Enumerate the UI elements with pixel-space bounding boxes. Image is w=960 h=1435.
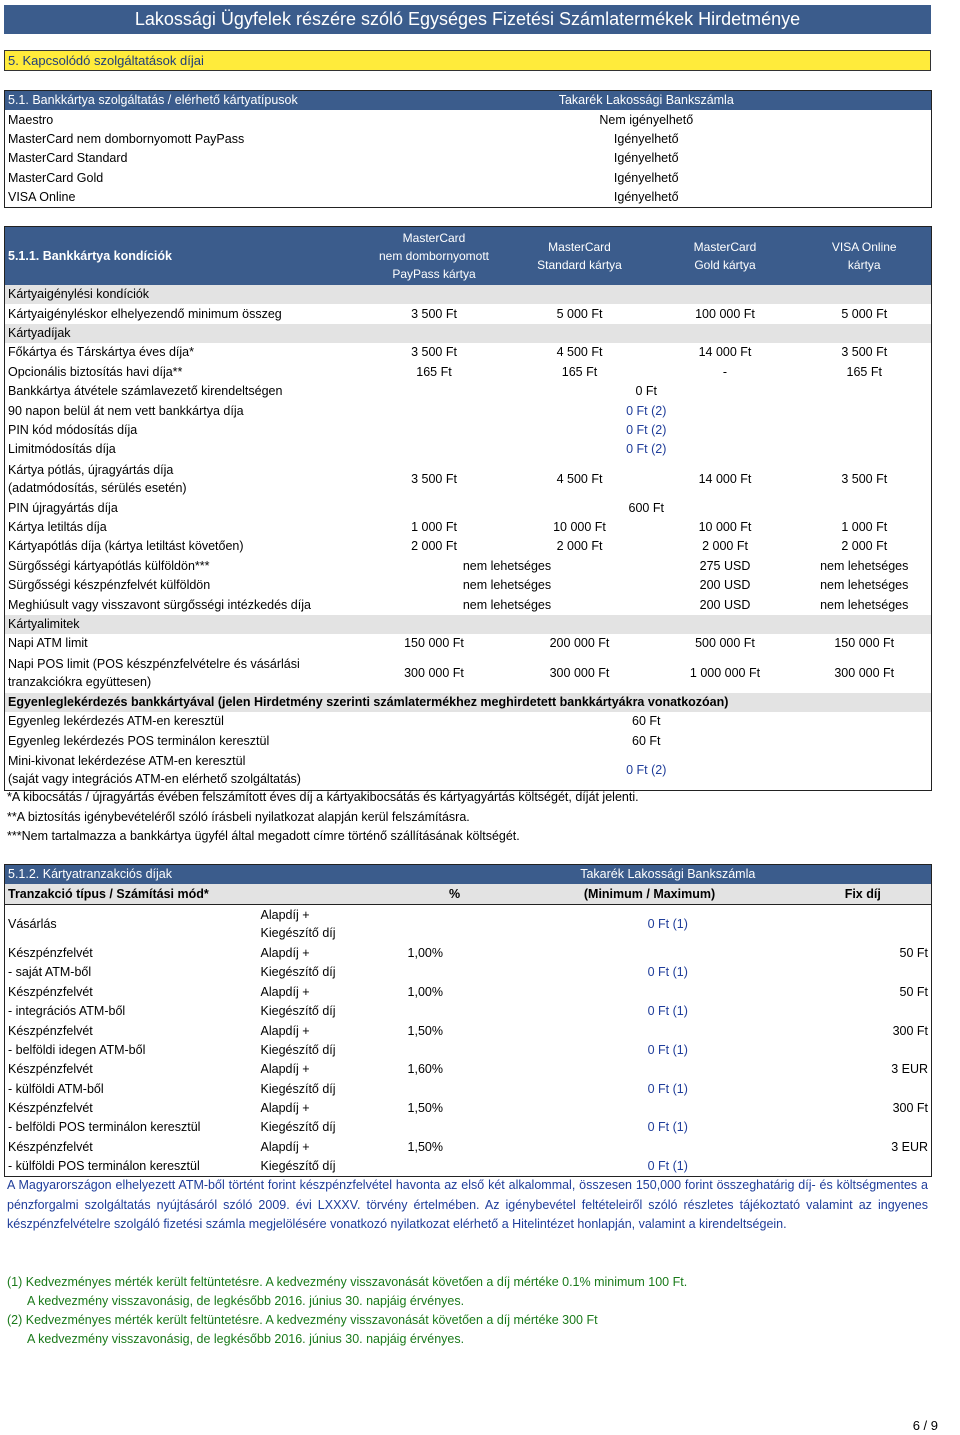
table-cell: Maestro [8,112,54,127]
table-cell: 200 000 Ft [549,636,610,651]
table-row [5,1118,932,1137]
card-transaction-fees-table [4,864,932,1177]
table-cell: Vásárlás [8,916,57,931]
table-cell: Készpénzfelvét [8,1101,93,1116]
group-row [5,324,932,343]
table-cell: MasterCard nem dombornyomott PayPass [8,131,245,146]
group-row [5,615,932,634]
table-cell: Kiegészítő díj [260,1159,336,1174]
table-cell: Napi POS limit (POS készpénzfelvételre és vásárlási tranzakciókra együttesen) [8,657,300,690]
table-cell: Fix díj [795,884,932,904]
table-cell: Bankkártya átvétele számlavezető kirendeltségen [8,384,283,399]
table-cell: 0 Ft (1) [647,1159,688,1174]
table-cell: Takarék Lakossági Bankszámla [405,865,932,885]
table-row [5,654,932,693]
table-row [5,130,932,149]
table-cell: 3 500 Ft [841,345,888,360]
table-cell: Kártyalimitek [5,615,932,634]
table-cell: 4 500 Ft [556,471,603,486]
table-cell [505,944,795,963]
table-cell: Kiegészítő díj [260,965,336,980]
table-cell: 14 000 Ft [698,345,752,360]
table-row [5,460,932,499]
table-cell: MasterCard Standard [8,151,128,166]
table-cell: PIN kód módosítás díja [8,422,138,437]
table-cell: 0 Ft (2) [626,403,667,418]
table-cell: Alapdíj + [260,1139,310,1154]
table-cell: Kártyadíjak [5,324,932,343]
table-cell [505,1060,795,1079]
table-header [5,91,932,111]
table-cell: nem lehetséges [820,578,909,593]
table-cell: - külföldi ATM-ből [8,1081,104,1096]
table-cell: (Minimum / Maximum) [505,884,795,904]
table-cell: 1,50% [407,1023,443,1038]
table-cell: 1 000 Ft [841,520,888,535]
table-cell: Alapdíj + [260,984,310,999]
table-header [5,865,932,885]
table-cell: Igényelhető [613,131,679,146]
table-cell: Tranzakció típus / Számítási mód* [5,884,405,904]
table-row [5,1021,932,1040]
table-cell: Sürgősségi készpénzfelvét külföldön [8,578,211,593]
table-cell: % [405,884,505,904]
table-cell: PIN újragyártás díja [8,500,118,515]
table-cell: - integrációs ATM-ből [8,1004,126,1019]
table-cell: 1 000 Ft [411,520,457,535]
table-cell: 300 000 Ft [404,665,464,680]
table-cell [505,1021,795,1040]
table-cell: 1,00% [407,984,443,999]
table-cell: 90 napon belül át nem vett bankkártya díja [8,403,244,418]
table-row [5,1099,932,1118]
table-cell: 300 000 Ft [834,665,895,680]
table-cell: Alapdíj + Kiegészítő díj [260,908,336,941]
table-cell: 1,50% [407,1139,443,1154]
table-cell: - [722,364,728,379]
table-cell: Kártyapótlás díja (kártya letiltást követően) [8,539,244,554]
table-cell: 3 500 Ft [841,471,888,486]
card-conditions-table [4,226,932,791]
table-row [5,1080,932,1099]
table-cell: Kiegészítő díj [260,1042,336,1057]
table-header [5,227,932,286]
table-row [5,537,932,556]
table-cell: 0 Ft (2) [626,442,667,457]
group-row [5,285,932,304]
table-cell: 300 Ft [892,1101,929,1116]
table-cell: 200 USD [699,578,751,593]
table-cell: nem lehetséges [462,597,552,612]
table-cell: 200 USD [699,597,751,612]
table-row [5,904,932,944]
table-row [5,1060,932,1079]
table-row [5,440,932,459]
table-cell: nem lehetséges [820,597,909,612]
table-cell: 60 Ft [632,714,661,729]
table-cell: - belföldi idegen ATM-ből [8,1042,146,1057]
table-cell: Készpénzfelvét [8,1062,93,1077]
table-cell: Mini-kivonat lekérdezése ATM-en keresztül (saját vagy integrációs ATM-en elérhető szolgáltatás) [8,754,301,787]
table-cell: 0 Ft [635,384,658,399]
table-cell [505,1138,795,1157]
table-cell: 0 Ft (1) [647,1042,688,1057]
table-cell: Alapdíj + [260,1023,310,1038]
table-row [5,401,932,420]
col-card-service: 5.1. Bankkártya szolgáltatás / elérhető kártyatípusok [5,91,362,111]
table-cell: 300 000 Ft [549,665,610,680]
table-cell: Egyenleg lekérdezés ATM-en keresztül [8,714,224,729]
table-cell: Készpénzfelvét [8,945,93,960]
table-cell: Készpénzfelvét [8,1023,93,1038]
table-cell: 0 Ft (1) [647,1120,688,1135]
table-cell: 1 000 000 Ft [689,665,761,680]
table-cell: 0 Ft (1) [647,1004,688,1019]
table-cell: Igényelhető [613,151,679,166]
table-row [5,1157,932,1177]
table-cell: Alapdíj + [260,1062,310,1077]
col-mc-standard: MasterCard Standard kártya [507,227,653,286]
document-banner: Lakossági Ügyfelek részére szóló Egységes Fizetési Számlatermékek Hirdetménye [4,5,931,34]
atm-free-withdrawal-paragraph: A Magyarországon elhelyezett ATM-ből történt forint készpénzfelvétel havonta az első két alkalommal, összesen 150,000 forint összeghatárig díj- és költségmentes a pénzforgalmi szolgáltatás nyújtásáról szóló 2009. évi LXXXV. törvény értelmében. Az igénybevétel feltételeiről szóló részletes tájékoztató valamint az ingyenes készpénzfelvételre szolgáló fizetési számla megjelölésére vonatkozó nyilatkozat elérhető a Hitelintézet honlapján, valamint a kirendeltségein. [7,1178,928,1231]
table-cell: 4 500 Ft [556,345,603,360]
table-cell: Napi ATM limit [8,636,88,651]
card-conditions-title: 5.1.1. Bankkártya kondíciók [5,227,362,286]
table-cell: Limitmódosítás díja [8,442,116,457]
table-cell: - belföldi POS terminálon keresztül [8,1120,201,1135]
table-cell: 1,50% [407,1101,443,1116]
col-mc-gold: MasterCard Gold kártya [653,227,798,286]
table-cell: 500 000 Ft [695,636,755,651]
table-cell: VISA Online [8,190,76,205]
table-cell: Sürgősségi kártyapótlás külföldön*** [8,558,210,573]
table-cell: Alapdíj + [260,1101,310,1116]
table-row [5,169,932,188]
table-row [5,1002,932,1021]
table-cell: Igényelhető [613,170,679,185]
table-cell: 50 Ft [899,984,929,999]
table-row [5,983,932,1002]
table-cell: Igényelhető [613,190,679,205]
table-cell: 1,60% [407,1062,443,1077]
table-cell: Kiegészítő díj [260,1120,336,1135]
table-cell: 3 EUR [891,1139,929,1154]
table-cell: 5 000 Ft [556,306,603,321]
table-cell: 5 000 Ft [841,306,888,321]
table-cell: Nem igényelhető [599,112,694,127]
table-cell: nem lehetséges [462,558,552,573]
table-cell: 3 500 Ft [411,345,457,360]
footnotes-asterisk: *A kibocsátás / újragyártás évében felszámított éves díj a kártyakibocsátás és kártyagyártás költségét, díját jelenti. **A biztosítás igénybevételéről szóló írásbeli nyilatkozat alapján kerül felszámításra. ***Nem tartalmazza a bankkártya ügyfél által megadott címre történő szállításának költségét. [7,790,639,843]
table-row [5,634,932,653]
table-cell: Meghiúsult vagy visszavont sürgősségi intézkedés díja [8,597,311,612]
table-row [5,188,932,208]
table-cell: 50 Ft [899,945,929,960]
table-row [5,518,932,537]
table-cell: Opcionális biztosítás havi díja** [8,364,183,379]
table-cell: Kártyaigényléskor elhelyezendő minimum összeg [8,306,282,321]
table-cell: 165 Ft [561,364,598,379]
col-account: Takarék Lakossági Bankszámla [362,91,932,111]
table-cell: Főkártya és Társkártya éves díja* [8,345,194,360]
table-cell: 14 000 Ft [698,471,752,486]
table-cell: 60 Ft [632,733,661,748]
table-row [5,1041,932,1060]
table-cell: MasterCard Gold [8,170,104,185]
table-cell: 165 Ft [846,364,882,379]
table-cell: 2 000 Ft [702,539,748,554]
table-cell: 10 000 Ft [698,520,752,535]
table-cell: nem lehetséges [462,578,552,593]
table-cell: 0 Ft (2) [626,762,667,777]
table-row [5,149,932,168]
table-cell [505,983,795,1002]
table-row [5,595,932,614]
table-row [5,557,932,576]
table-cell: 165 Ft [416,364,452,379]
table-cell: nem lehetséges [820,558,909,573]
table-cell: 150 000 Ft [404,636,464,651]
table-row [5,499,932,518]
table-cell: Készpénzfelvét [8,1139,93,1154]
table-cell: 100 000 Ft [695,306,755,321]
table-row [5,944,932,963]
table-row [5,963,932,982]
col-visa-online: VISA Online kártya [798,227,932,286]
table-cell: - saját ATM-ből [8,965,92,980]
table-cell: 10 000 Ft [553,520,606,535]
table-row [5,110,932,129]
table-cell: 3 EUR [891,1062,929,1077]
table-cell: 2 000 Ft [411,539,457,554]
table-cell: Kiegészítő díj [260,1081,336,1096]
table-row [5,421,932,440]
group-row [5,693,932,712]
table-cell: Alapdíj + [260,945,310,960]
table-row [5,712,932,731]
section-5-heading: 5. Kapcsolódó szolgáltatások díjai [4,50,931,71]
table-cell: 2 000 Ft [556,539,603,554]
table-cell: 0 Ft (1) [647,1081,688,1096]
table-cell: 0 Ft (2) [626,422,667,437]
table-cell [505,1099,795,1118]
table-cell: 5.1.2. Kártyatranzakciós díjak [5,865,405,885]
table-cell: 1,00% [407,945,443,960]
table-cell: Kiegészítő díj [260,1004,336,1019]
table-row [5,731,932,750]
table-row [5,363,932,382]
table-row [5,576,932,595]
table-subheader [5,884,932,904]
table-cell: Készpénzfelvét [8,984,93,999]
table-cell: Kártyaigénylési kondíciók [5,285,932,304]
table-cell: 300 Ft [892,1023,929,1038]
table-row [5,343,932,362]
table-row [5,751,932,791]
page-number: 6 / 9 [912,1418,938,1433]
col-mc-paypass: MasterCard nem dombornyomott PayPass kártya [362,227,507,286]
table-cell: 2 000 Ft [841,539,888,554]
table-cell: 150 000 Ft [834,636,895,651]
table-cell: 0 Ft (1) [647,965,688,980]
table-cell: 3 500 Ft [411,306,457,321]
table-cell: Kártya letiltás díja [8,520,107,535]
card-types-table [4,90,932,208]
table-cell: 0 Ft (1) [647,916,688,931]
table-cell: 600 Ft [628,500,664,515]
table-row [5,1138,932,1157]
discount-footnotes: (1) Kedvezményes mérték került feltüntetésre. A kedvezmény visszavonását követően a díj mértéke 0.1% minimum 100 Ft. A kedvezmény visszavonásig, de legkésőbb 2016. június 30. napjáig érvényes. (2) Kedvezményes mérték került feltüntetésre. A kedvezmény visszavonását követően a díj mértéke 300 Ft A kedvezmény visszavonásig, de legkésőbb 2016. június 30. napjáig érvényes. [7,1275,688,1346]
table-cell: Kártya pótlás, újragyártás díja (adatmódosítás, sérülés esetén) [8,463,187,496]
table-cell: Egyenleglekérdezés bankkártyával (jelen Hirdetmény szerinti számlatermékhez meghirdetett bankkártyákra vonatkozóan) [5,693,932,712]
table-cell: 275 USD [699,558,751,573]
table-cell: 3 500 Ft [411,471,457,486]
table-cell: Egyenleg lekérdezés POS terminálon keresztül [8,733,270,748]
table-cell: - külföldi POS terminálon keresztül [8,1159,200,1174]
table-row [5,304,932,323]
table-row [5,382,932,401]
